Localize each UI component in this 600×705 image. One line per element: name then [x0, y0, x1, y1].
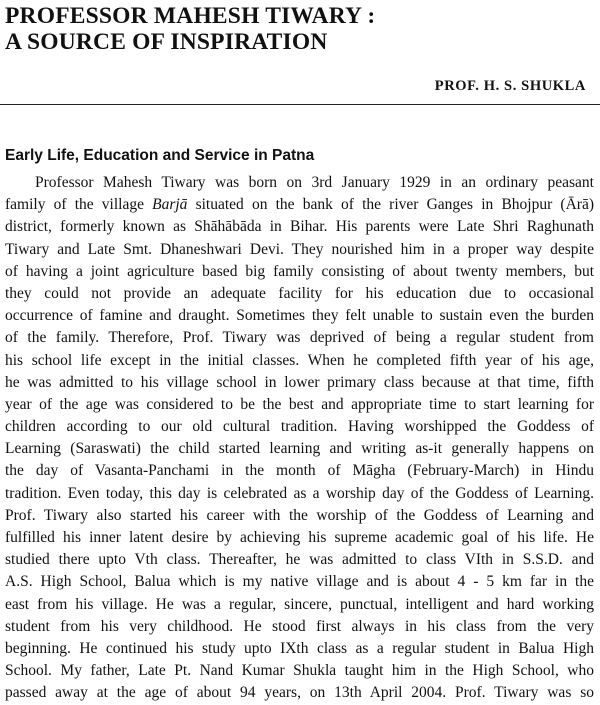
text-line: Prof. Tiwary also started his career with the worship of the Goddess of Learning and	[5, 506, 594, 524]
text-line: tradition. Even today, this day is celebrated as a worship day of the Goddess of Learning.	[5, 484, 594, 502]
title-line-2: A SOURCE OF INSPIRATION	[5, 29, 328, 55]
text-line: district, formerly known as Shāhābāda in Bihar. His parents were Late Shri Raghunath	[5, 218, 594, 236]
article-title	[5, 3, 375, 55]
text-line: family of the village Barjā situated on the bank of the river Ganges in Bhojpur (Ārā)	[5, 196, 594, 214]
text-line: year of the age was considered to be the best and appropriate time to start learning for	[5, 395, 594, 413]
text-line: of the family. Therefore, Prof. Tiwary was deprived of being a regular student from	[5, 329, 594, 347]
text-line: student from his very childhood. He stood first always in his class from the very	[5, 617, 594, 635]
text-line: the day of Vasanta-Panchami in the month of Māgha (February-March) in Hindu	[5, 462, 594, 480]
text-line: of having a joint agriculture based big family consisting of about twenty members, but	[5, 262, 594, 280]
section-heading: Early Life, Education and Service in Patna	[5, 147, 315, 164]
text-line: A.S. High School, Balua which is my native village and is about 4 - 5 km far in the	[5, 573, 594, 591]
author-byline: PROF. H. S. SHUKLA	[434, 78, 586, 94]
text-line: beginning. He continued his study upto IXth class as a regular student in Balua High	[5, 639, 594, 657]
text-line: fulfilled his inner latent desire by achieving his supreme academic goal of his life. He	[5, 529, 594, 546]
text-line: School. My father, Late Pt. Nand Kumar Shukla taught him in the High School, who	[5, 662, 594, 680]
text-line: passed away at the age of about 94 years, on 13th April 2004. Prof. Tiwary was so	[5, 684, 594, 702]
text-line: he was admitted to his village school in lower primary class because at that time, fifth	[5, 373, 594, 391]
title-line-1: PROFESSOR MAHESH TIWARY :	[5, 3, 376, 29]
header-divider	[0, 104, 600, 105]
text-line: they could not provide an adequate facility for his education due to occasional	[5, 284, 594, 302]
text-line: his school life except in the initial classes. When he completed fifth year of his age,	[5, 351, 594, 369]
text-line: Professor Mahesh Tiwary was born on 3rd January 1929 in an ordinary peasant	[35, 174, 594, 191]
text-line: occurrence of famine and draught. Sometimes they felt unable to sustain even the burden	[5, 307, 594, 325]
text-line: children according to our old cultural tradition. Having worshipped the Goddess of	[5, 418, 594, 436]
italic-place-name: Barjā	[152, 196, 188, 214]
body-paragraph	[5, 172, 594, 705]
text-line: east from his village. He was a regular, sincere, punctual, intelligent and hard working	[5, 595, 594, 613]
text-line: studied there upto Vth class. Thereafter, he was admitted to class VIth in S.S.D. and	[5, 551, 594, 569]
text-line: Tiwary and Late Smt. Dhaneshwari Devi. They nourished him in a proper way despite	[5, 240, 594, 258]
text-line: Learning (Saraswati) the child started learning and writing as-it generally happens on	[5, 440, 594, 458]
